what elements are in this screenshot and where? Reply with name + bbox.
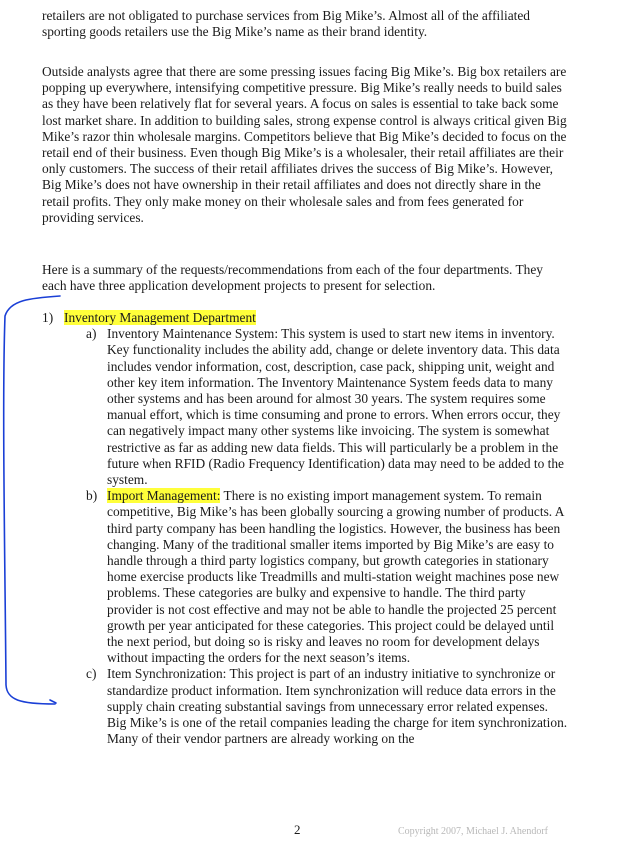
paragraph-intro-2: Outside analysts agree that there are some pressing issues facing Big Mike’s. Big box retailers are popping up everywhere, intensifying competitive pressure. Big Mike’s really needs to build sales as they have been relatively flat for several years. A focus on sales is essential to take back some lost market share. In addition to building sales, strong expense control is always critical given Big Mike’s razor thin wholesale margins. Competitors believe that Big Mike’s decided to focus on the retail end of their business. Even though Big Mike’s is a wholesaler, their retail affiliates are their only customers. The success of their retail affiliates drives the success of Big Mike’s. However, Big Mike’s does not have ownership in their retail affiliates and does not directly share in the retail profits. They only make money on their wholesale sales and from fees generated for providing services. [42, 64, 567, 225]
project-letter: c) [86, 666, 97, 682]
department-number: 1) [42, 310, 54, 325]
page-number: 2 [294, 822, 301, 837]
project-text: Inventory Maintenance System: This system is used to start new items in inventory. Key functionality includes the ability add, change or delete inventory data. This data includes vendor information, cost, description, case pack, shipping unit, weight and other key item information. The Inventory Maintenance System feeds data to many other systems and has been around for almost 30 years. The system requires some manual effort, which is time consuming and prone to errors. When errors occur, they can negatively impact many other systems like invoicing. The system is somewhat restrictive as far as adding new data fields. This will particularly be a problem in the future when RFID (Radio Frequency Identification) data may need to be added to the system. [107, 326, 564, 488]
project-letter: a) [86, 326, 97, 342]
department-title-highlight: Inventory Management Department [64, 310, 256, 325]
copyright-notice: Copyright 2007, Michael J. Ahendorf [398, 826, 548, 837]
project-item-c [64, 666, 568, 747]
department-list [42, 310, 568, 747]
project-title-highlight: Import Management: [107, 488, 221, 504]
paragraph-intro-1: retailers are not obligated to purchase services from Big Mike’s. Almost all of the affiliated sporting goods retailers use the Big Mike’s name as their brand identity. [42, 8, 530, 40]
project-letter: b) [86, 488, 98, 504]
project-text: There is no existing import management system. To remain competitive, Big Mike’s has been globally sourcing a growing number of products. A third party company has been handling the logistics. However, the business has been changing. Many of the traditional smaller items imported by Big Mike’s are easy to handle through a third party logistics company, but growth categories in stationary home exercise products like Treadmills and multi-station weight machines pose new problems. These categories are bulky and expensive to handle. The third party provider is not cost effective and may not be able to handle the projected 25 percent growth per year anticipated for these categories. This project could be delayed until the next period, but doing so is risky and leaves no room for development delays without impacting the orders for the next season’s items. [107, 488, 564, 666]
project-item-b [64, 488, 568, 666]
project-item-a [64, 326, 568, 488]
paragraph-intro-3: Here is a summary of the requests/recommendations from each of the four departments. They each have three application development projects to present for selection. [42, 262, 543, 294]
department-item [42, 310, 568, 747]
project-text: Item Synchronization: This project is part of an industry initiative to synchronize or standardize product information. Item synchronization will reduce data errors in the supply chain creating substantial savings from unnecessary error related expenses. Big Mike’s is one of the retail companies leading the charge for item synchronization. Many of their vendor partners are already working on the [107, 666, 568, 747]
